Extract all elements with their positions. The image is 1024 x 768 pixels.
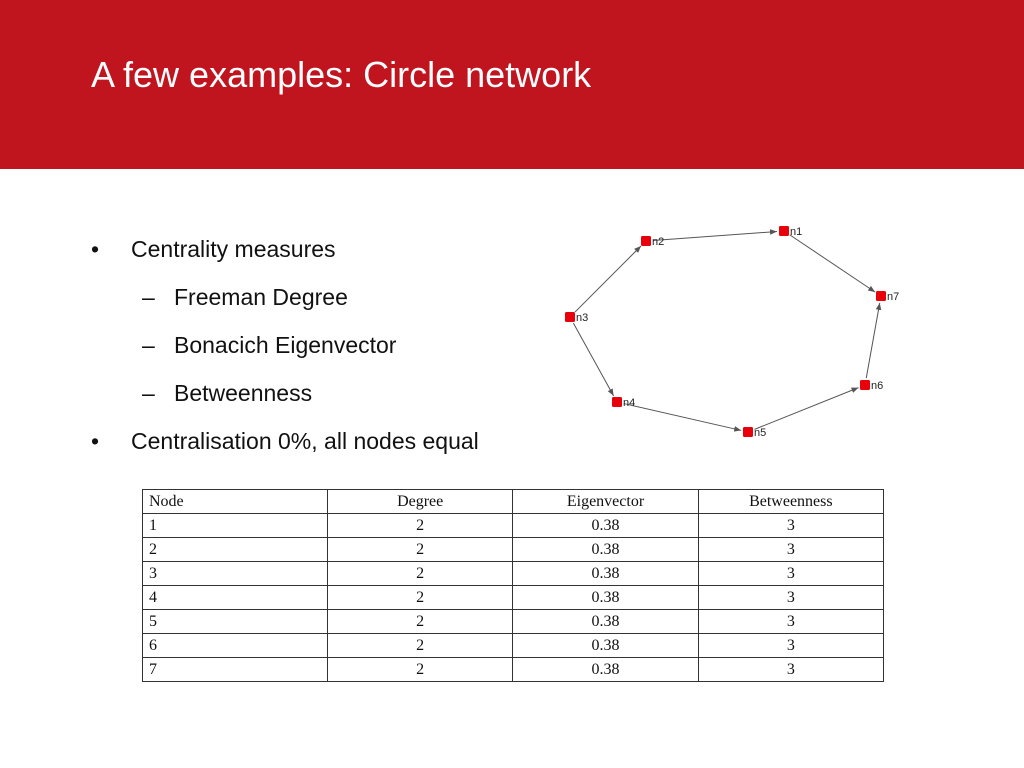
table-row xyxy=(143,586,884,610)
centrality-table xyxy=(142,489,884,682)
node-label-n3: n3 xyxy=(576,312,589,324)
slide-title: A few examples: Circle network xyxy=(91,54,592,95)
slide-header xyxy=(0,0,1024,169)
bullet-text: Centrality measures xyxy=(131,236,336,262)
cell-node: 7 xyxy=(143,658,328,682)
cell-eigenvector: 0.38 xyxy=(513,538,698,562)
node-n5 xyxy=(743,427,753,437)
node-label-n1: n1 xyxy=(790,226,803,238)
node-n7 xyxy=(876,291,886,301)
cell-degree: 2 xyxy=(328,586,513,610)
node-label-n2: n2 xyxy=(652,236,665,248)
cell-node: 2 xyxy=(143,538,328,562)
sub-bullet-text: Betweenness xyxy=(174,380,313,406)
cell-betweenness: 3 xyxy=(698,562,883,586)
table-row xyxy=(143,538,884,562)
edge-n4-n5 xyxy=(624,404,741,431)
cell-betweenness: 3 xyxy=(698,634,883,658)
cell-degree: 2 xyxy=(328,562,513,586)
table-row xyxy=(143,562,884,586)
table-row xyxy=(143,610,884,634)
edge-n3-n4 xyxy=(573,323,613,396)
bullet-text: Centralisation 0%, all nodes equal xyxy=(131,428,479,454)
cell-eigenvector: 0.38 xyxy=(513,586,698,610)
table-header-row xyxy=(143,490,884,514)
cell-node: 1 xyxy=(143,514,328,538)
cell-eigenvector: 0.38 xyxy=(513,610,698,634)
node-n6 xyxy=(860,380,870,390)
cell-eigenvector: 0.38 xyxy=(513,634,698,658)
cell-degree: 2 xyxy=(328,538,513,562)
node-label-n6: n6 xyxy=(871,380,884,392)
circle-network-graph xyxy=(550,205,920,450)
cell-node: 4 xyxy=(143,586,328,610)
column-header-node: Node xyxy=(143,490,328,514)
edge-n5-n6 xyxy=(754,388,858,430)
sub-bullet-text: Bonacich Eigenvector xyxy=(174,332,397,358)
table-row xyxy=(143,658,884,682)
cell-node: 3 xyxy=(143,562,328,586)
table-row xyxy=(143,514,884,538)
sub-bullet-marker: – xyxy=(142,284,155,310)
column-header-eigenvector: Eigenvector xyxy=(513,490,698,514)
cell-betweenness: 3 xyxy=(698,610,883,634)
cell-eigenvector: 0.38 xyxy=(513,514,698,538)
node-n1 xyxy=(779,226,789,236)
cell-betweenness: 3 xyxy=(698,538,883,562)
cell-degree: 2 xyxy=(328,610,513,634)
node-n2 xyxy=(641,236,651,246)
cell-eigenvector: 0.38 xyxy=(513,562,698,586)
column-header-betweenness: Betweenness xyxy=(698,490,883,514)
node-label-n5: n5 xyxy=(754,427,767,439)
cell-betweenness: 3 xyxy=(698,586,883,610)
node-label-n7: n7 xyxy=(887,291,900,303)
cell-degree: 2 xyxy=(328,514,513,538)
sub-bullet-marker: – xyxy=(142,380,155,406)
cell-degree: 2 xyxy=(328,634,513,658)
column-header-degree: Degree xyxy=(328,490,513,514)
cell-eigenvector: 0.38 xyxy=(513,658,698,682)
edge-n6-n7 xyxy=(866,303,880,378)
bullet-marker: • xyxy=(91,428,100,454)
edge-n3-n2 xyxy=(575,246,641,312)
graph-nodes xyxy=(565,226,899,439)
table-row xyxy=(143,634,884,658)
node-n3 xyxy=(565,312,575,322)
cell-degree: 2 xyxy=(328,658,513,682)
sub-bullet-marker: – xyxy=(142,332,155,358)
cell-node: 5 xyxy=(143,610,328,634)
edge-n1-n7 xyxy=(790,235,875,292)
node-label-n4: n4 xyxy=(623,397,636,409)
cell-betweenness: 3 xyxy=(698,658,883,682)
cell-node: 6 xyxy=(143,634,328,658)
edge-n2-n1 xyxy=(653,232,777,241)
node-n4 xyxy=(612,397,622,407)
sub-bullet-text: Freeman Degree xyxy=(174,284,348,310)
bullet-marker: • xyxy=(91,236,100,262)
cell-betweenness: 3 xyxy=(698,514,883,538)
